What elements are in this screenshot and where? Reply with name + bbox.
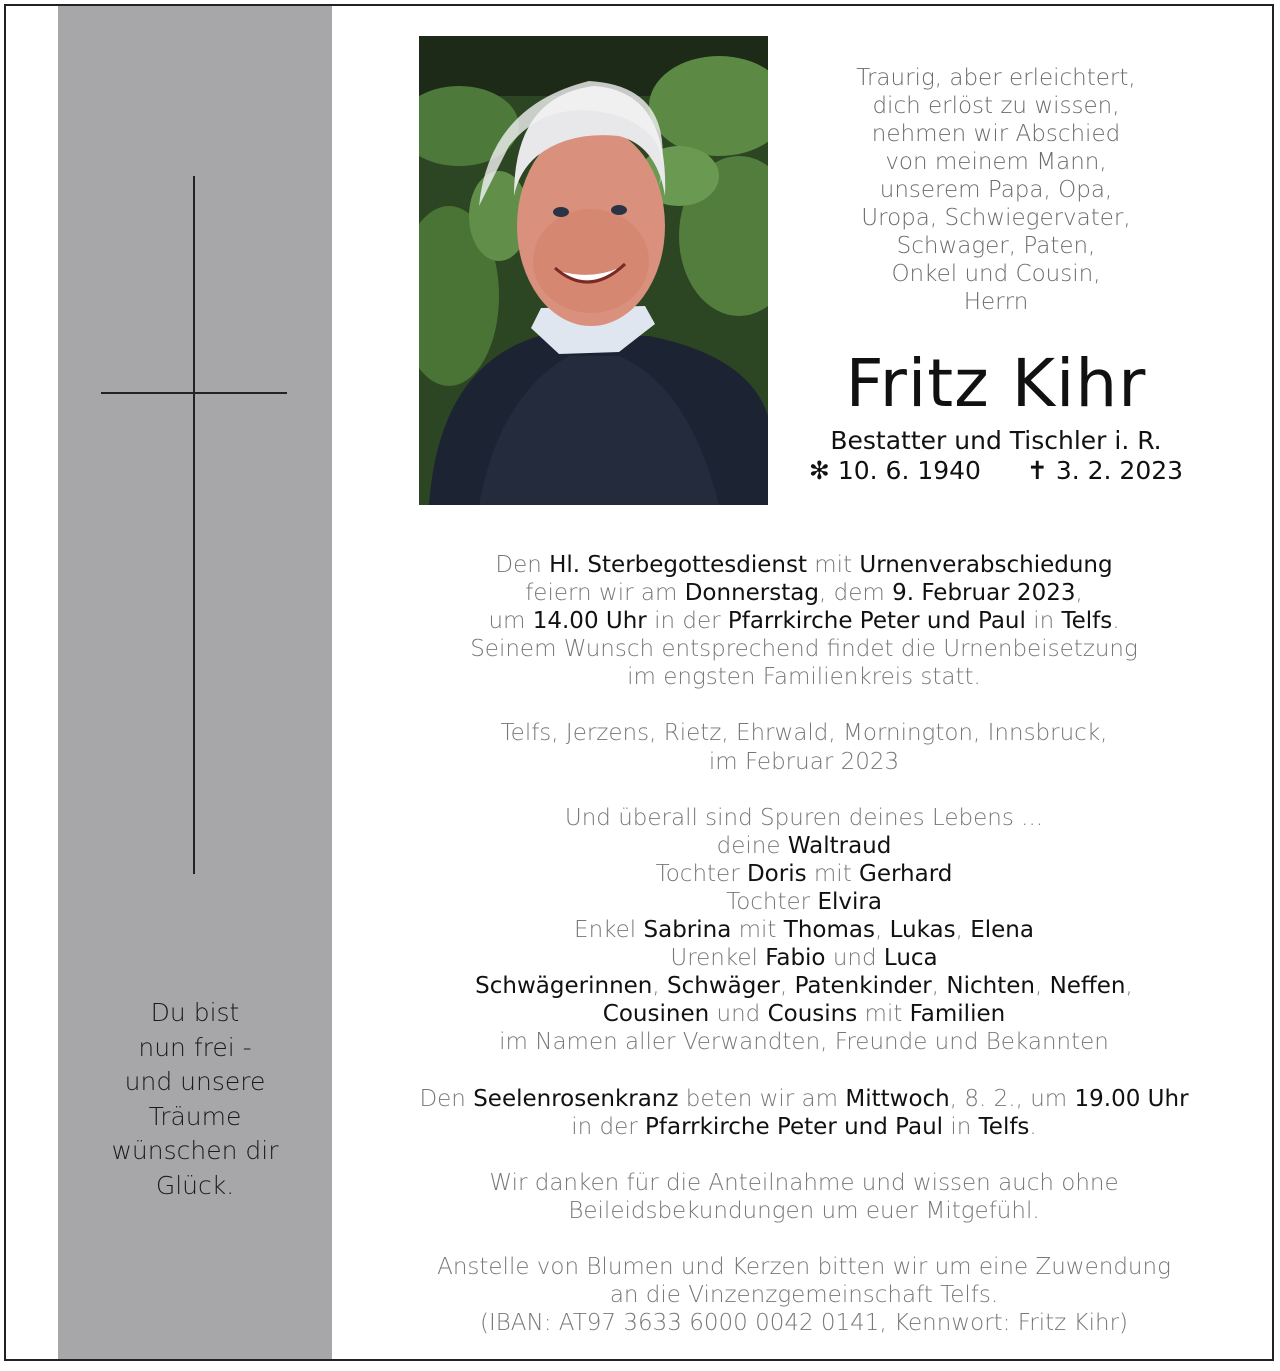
cross-icon-vertical (193, 176, 195, 874)
plain-text: , (955, 917, 971, 944)
plain-text: Wir danken für die Anteilnahme und wissen auch ohne (489, 1169, 1119, 1196)
plain-text: im engsten Familienkreis statt. (627, 664, 981, 691)
emphasis-text: Schwäger (667, 973, 780, 1000)
emphasis-text: Sabrina (643, 917, 732, 944)
text-line (332, 1113, 1274, 1141)
intro-line: unserem Papa, Opa, (879, 177, 1113, 203)
plain-text: im Februar 2023 (708, 748, 900, 775)
intro-text (796, 64, 1196, 316)
block-spacer (332, 776, 1274, 804)
emphasis-text: Luca (883, 945, 938, 972)
plain-text: in der (571, 1113, 646, 1140)
intro-line: Onkel und Cousin, (891, 261, 1101, 287)
cross-icon-horizontal (101, 392, 287, 394)
plain-text: Telfs, Jerzens, Rietz, Ehrwald, Mornington, Innsbruck, (500, 720, 1108, 747)
text-line (332, 1028, 1274, 1056)
text-line (332, 663, 1274, 691)
text-line (332, 916, 1274, 944)
death-date: 3. 2. 2023 (1055, 456, 1184, 485)
plain-text: Enkel (574, 917, 644, 944)
text-line (332, 888, 1274, 916)
text-line (332, 1281, 1274, 1309)
plain-text: Den (495, 552, 550, 578)
plain-text: mit (806, 860, 860, 887)
text-line (332, 1309, 1274, 1337)
emphasis-text: Waltraud (787, 832, 892, 859)
intro-line: Herrn (963, 289, 1029, 315)
emphasis-text: Familien (909, 1001, 1006, 1028)
intro-line: nehmen wir Abschied (871, 121, 1121, 147)
plain-text: beten wir am (678, 1085, 846, 1112)
plain-text: Beileidsbekundungen um euer Mitgefühl. (568, 1197, 1040, 1224)
birth-date: 10. 6. 1940 (837, 456, 981, 485)
emphasis-text: Lukas (889, 917, 956, 944)
emphasis-text: Pfarrkirche Peter und Paul (727, 608, 1026, 635)
plain-text: deine (716, 832, 788, 859)
poem-line: nun frei - (138, 1032, 252, 1062)
plain-text: (IBAN: AT97 3633 6000 0042 0141, Kennwort: Fritz Kihr) (479, 1310, 1129, 1337)
text-line (332, 1169, 1274, 1197)
emphasis-text: Fabio (765, 945, 826, 972)
obituary-notice (4, 4, 1274, 1361)
portrait-photo (419, 36, 768, 505)
plain-text: , (779, 973, 795, 1000)
plain-text: in (1025, 608, 1062, 635)
emphasis-text: 19.00 Uhr (1074, 1085, 1189, 1112)
emphasis-text: Thomas (783, 917, 875, 944)
plain-text: in der (646, 608, 728, 635)
plain-text: , 8. 2., um (949, 1085, 1075, 1112)
plain-text: mit (731, 917, 784, 944)
emphasis-text: Urnenverabschiedung (859, 552, 1113, 578)
plain-text: , (1075, 580, 1083, 607)
birth-star-icon: ✻ (808, 456, 830, 485)
plain-text: an die Vinzenzgemeinschaft Telfs. (609, 1281, 999, 1308)
emphasis-text: Hl. Sterbegottesdienst (549, 552, 807, 578)
emphasis-text: Donnerstag (684, 580, 819, 607)
text-line (332, 1197, 1274, 1225)
emphasis-text: Telfs (1061, 608, 1113, 635)
plain-text: in (943, 1113, 979, 1140)
plain-text: im Namen aller Verwandten, Freunde und Bekannten (499, 1029, 1109, 1056)
emphasis-text: Patenkinder (794, 973, 932, 1000)
main-text (332, 551, 1274, 1337)
plain-text: und (825, 945, 884, 972)
text-line (332, 804, 1274, 832)
sidebar-poem (58, 996, 332, 1203)
plain-text: um (488, 608, 533, 635)
emphasis-text: Schwägerinnen (475, 973, 653, 1000)
text-line (332, 1253, 1274, 1281)
block-spacer (332, 1057, 1274, 1085)
plain-text: , (1034, 973, 1050, 1000)
block-spacer (332, 1141, 1274, 1169)
plain-text: , dem (818, 580, 893, 607)
text-line (332, 748, 1274, 776)
emphasis-text: Elena (970, 917, 1034, 944)
plain-text: mit (857, 1001, 910, 1028)
sidebar-band (58, 6, 332, 1359)
plain-text: Anstelle von Blumen und Kerzen bitten wir um eine Zuwendung (437, 1253, 1171, 1280)
text-line (332, 944, 1274, 972)
poem-line: und unsere (124, 1067, 266, 1096)
emphasis-text: Seelenrosenkranz (473, 1085, 679, 1112)
intro-line: dich erlöst zu wissen, (872, 93, 1120, 119)
plain-text: Tochter (726, 888, 818, 915)
plain-text: Seinem Wunsch entsprechend findet die Urnenbeisetzung (470, 636, 1138, 663)
intro-line: Schwager, Paten, (896, 233, 1096, 259)
text-line (332, 607, 1274, 635)
death-cross-icon: ✝ (1026, 456, 1048, 485)
plain-text: , (1125, 973, 1133, 1000)
plain-text: . (1029, 1113, 1037, 1140)
emphasis-text: 14.00 Uhr (532, 608, 647, 635)
emphasis-text: Cousinen (602, 1001, 710, 1028)
plain-text: feiern wir am (525, 580, 685, 607)
intro-line: von meinem Mann, (885, 149, 1107, 175)
intro-line: Uropa, Schwiegervater, (861, 205, 1131, 231)
emphasis-text: Cousins (767, 1001, 858, 1028)
text-line (332, 1000, 1274, 1028)
plain-text: Urenkel (670, 945, 766, 972)
plain-text: , (652, 973, 668, 1000)
emphasis-text: Pfarrkirche Peter und Paul (645, 1113, 944, 1140)
emphasis-text: Elvira (817, 888, 882, 915)
text-line (332, 832, 1274, 860)
plain-text: , (931, 973, 947, 1000)
plain-text: , (874, 917, 890, 944)
text-line (332, 1085, 1274, 1113)
plain-text: Den (419, 1085, 474, 1112)
plain-text: Und überall sind Spuren deines Lebens ... (564, 804, 1044, 831)
text-line (332, 579, 1274, 607)
text-line (332, 551, 1274, 579)
emphasis-text: Mittwoch (845, 1085, 950, 1112)
plain-text: . (1112, 608, 1120, 635)
text-line (332, 860, 1274, 888)
intro-line: Traurig, aber erleichtert, (856, 65, 1136, 91)
poem-line: Glück. (155, 1170, 235, 1200)
text-line (332, 972, 1274, 1000)
plain-text: und (709, 1001, 768, 1028)
plain-text: Tochter (655, 860, 747, 887)
life-dates (786, 455, 1206, 487)
emphasis-text: Neffen (1049, 973, 1126, 1000)
text-line (332, 719, 1274, 747)
emphasis-text: Nichten (946, 973, 1035, 1000)
text-line (332, 635, 1274, 663)
block-spacer (332, 1225, 1274, 1253)
deceased-occupation: Bestatter und Tischler i. R. (830, 426, 1162, 455)
emphasis-text: Doris (746, 860, 807, 887)
emphasis-text: Gerhard (859, 860, 953, 887)
plain-text: mit (806, 552, 860, 578)
deceased-name: Fritz Kihr (845, 345, 1147, 422)
block-spacer (332, 691, 1274, 719)
emphasis-text: 9. Februar 2023 (892, 580, 1076, 607)
emphasis-text: Telfs (978, 1113, 1030, 1140)
poem-line: Du bist (150, 998, 240, 1027)
poem-line: Träume (148, 1101, 242, 1131)
poem-line: wünschen dir (111, 1136, 279, 1165)
